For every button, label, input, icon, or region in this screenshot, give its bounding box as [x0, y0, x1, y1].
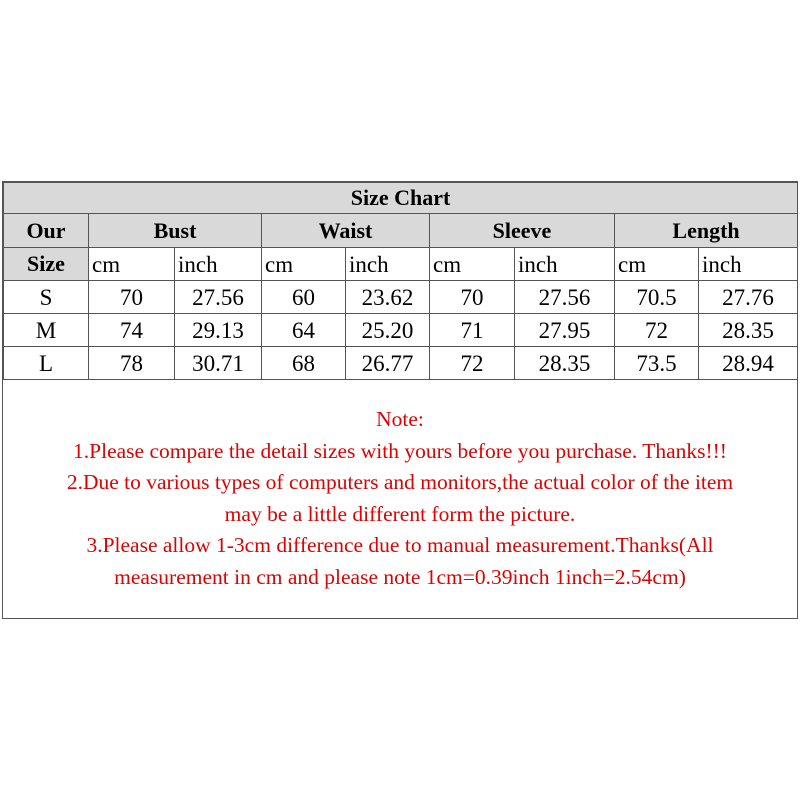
sleeve-cm-cell: 71	[430, 314, 515, 347]
size-cell: M	[4, 314, 89, 347]
bust-cm-cell: 70	[89, 281, 175, 314]
sleeve-cm-cell: 70	[430, 281, 515, 314]
size-cell: L	[4, 347, 89, 380]
waist-cm-cell: 68	[262, 347, 346, 380]
size-header-our: Our	[4, 214, 89, 248]
unit-cm: cm	[89, 248, 175, 281]
sleeve-inch-cell: 27.56	[515, 281, 615, 314]
table-row	[4, 281, 798, 314]
length-cm-cell: 70.5	[615, 281, 699, 314]
waist-inch-cell: 23.62	[346, 281, 430, 314]
unit-inch: inch	[175, 248, 262, 281]
length-inch-cell: 28.35	[699, 314, 798, 347]
table-row	[4, 314, 798, 347]
unit-cm: cm	[262, 248, 346, 281]
note-line: 2.Due to various types of computers and monitors,the actual color of the item	[66, 470, 734, 494]
size-header-size: Size	[4, 248, 89, 281]
sleeve-cm-cell: 72	[430, 347, 515, 380]
size-cell: S	[4, 281, 89, 314]
group-header-bust: Bust	[89, 214, 262, 248]
note-line: measurement in cm and please note 1cm=0.39inch 1inch=2.54cm)	[114, 564, 686, 589]
waist-inch-cell: 25.20	[346, 314, 430, 347]
size-chart	[2, 181, 798, 619]
notes-block	[3, 404, 797, 593]
length-inch-cell: 28.94	[699, 347, 798, 380]
unit-inch: inch	[699, 248, 798, 281]
length-cm-cell: 72	[615, 314, 699, 347]
note-line: may be a little different form the picture.	[224, 501, 576, 526]
sleeve-inch-cell: 27.95	[515, 314, 615, 347]
group-header-waist: Waist	[262, 214, 430, 248]
group-header-length: Length	[615, 214, 798, 248]
group-header-sleeve: Sleeve	[430, 214, 615, 248]
unit-row	[4, 248, 798, 281]
length-inch-cell: 27.76	[699, 281, 798, 314]
length-cm-cell: 73.5	[615, 347, 699, 380]
bust-inch-cell: 27.56	[175, 281, 262, 314]
bust-inch-cell: 29.13	[175, 314, 262, 347]
bust-cm-cell: 74	[89, 314, 175, 347]
table-title: Size Chart	[4, 183, 798, 214]
unit-cm: cm	[615, 248, 699, 281]
sleeve-inch-cell: 28.35	[515, 347, 615, 380]
note-line: 3.Please allow 1-3cm difference due to manual measurement.Thanks(All	[86, 533, 714, 557]
unit-inch: inch	[346, 248, 430, 281]
table-row	[4, 347, 798, 380]
title-row	[4, 183, 798, 214]
note-heading: Note:	[376, 407, 424, 431]
note-line: 1.Please compare the detail sizes with yours before you purchase. Thanks!!!	[73, 438, 727, 463]
unit-inch: inch	[515, 248, 615, 281]
unit-cm: cm	[430, 248, 515, 281]
group-header-row	[4, 214, 798, 248]
waist-cm-cell: 64	[262, 314, 346, 347]
waist-cm-cell: 60	[262, 281, 346, 314]
bust-inch-cell: 30.71	[175, 347, 262, 380]
bust-cm-cell: 78	[89, 347, 175, 380]
waist-inch-cell: 26.77	[346, 347, 430, 380]
size-table	[3, 182, 798, 380]
